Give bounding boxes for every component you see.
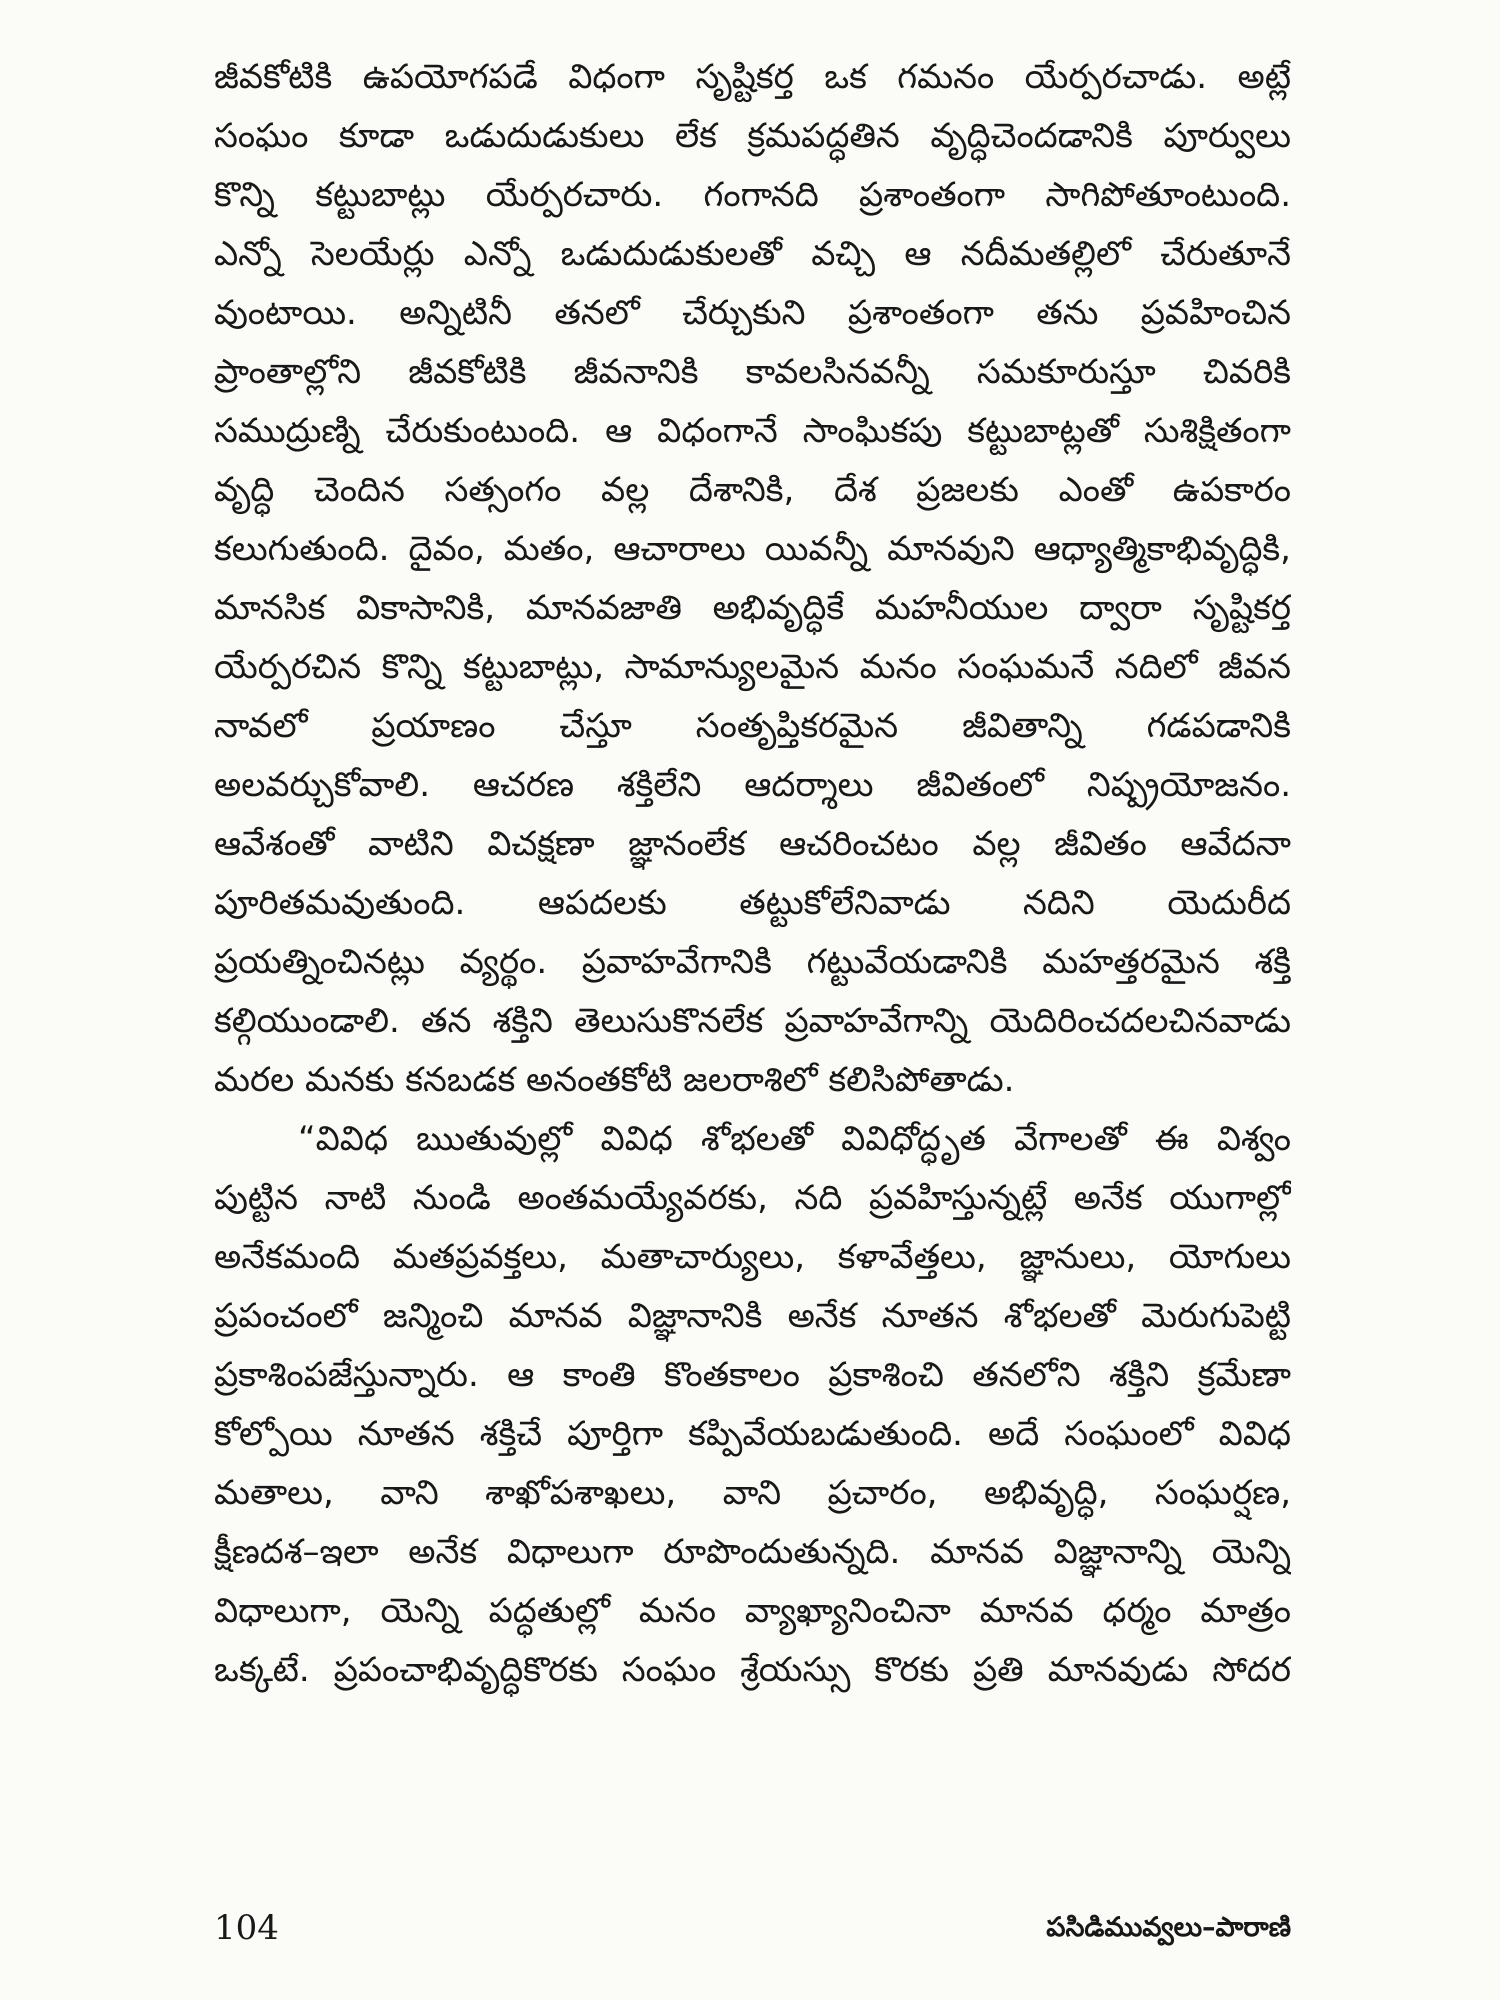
text-line-27: విధాలుగా, యెన్ని పద్ధతుల్లో మనం వ్యాఖ్యానించినా మానవ ధర్మం మాత్రం	[214, 1591, 1291, 1631]
text-line-22: ప్రపంచంలో జన్మించి మానవ విజ్ఞానానికి అనేక నూతన శోభలతో మెరుగుపెట్టి	[214, 1296, 1291, 1336]
text-line-10: మానసిక వికాసానికి, మానవజాతి అభివృద్ధికే మహనీయుల ద్వారా సృష్టికర్త	[214, 588, 1291, 628]
text-line-25: మతాలు, వాని శాఖోపశాఖలు, వాని ప్రచారం, అభివృద్ధి, సంఘర్షణ,	[214, 1473, 1291, 1513]
text-line-1: జీవకోటికి ఉపయోగపడే విధంగా సృష్టికర్త ఒక గమనం యేర్పరచాడు. అట్లే	[214, 57, 1291, 97]
text-line-23: ప్రకాశింపజేస్తున్నారు. ఆ కాంతి కొంతకాలం ప్రకాశించి తనలోని శక్తిని క్రమేణా	[214, 1355, 1291, 1395]
page-footer	[214, 1906, 1291, 1950]
text-line-18: మరల మనకు కనబడక అనంతకోటి జలరాశిలో కలిసిపోతాడు.	[214, 1060, 1015, 1100]
text-line-9: కలుగుతుంది. దైవం, మతం, ఆచారాలు యివన్నీ మానవుని ఆధ్యాత్మికాభివృద్ధికి,	[214, 529, 1291, 569]
text-line-19: “వివిధ ఋతువుల్లో వివిధ శోభలతో వివిధోద్ధృత వేగాలతో ఈ విశ్వం	[298, 1119, 1291, 1159]
text-line-12: నావలో ప్రయాణం చేస్తూ సంతృప్తికరమైన జీవితాన్ని గడపడానికి	[214, 706, 1291, 746]
text-line-8: వృద్ధి చెందిన సత్సంగం వల్ల దేశానికి, దేశ ప్రజలకు ఎంతో ఉపకారం	[214, 470, 1291, 510]
text-line-4: ఎన్నో సెలయేర్లు ఎన్నో ఒడుదుడుకులతో వచ్చి ఆ నదీమతల్లిలో చేరుతూనే	[214, 234, 1291, 274]
text-line-24: కోల్పోయి నూతన శక్తిచే పూర్తిగా కప్పివేయబడుతుంది. అదే సంఘంలో వివిధ	[214, 1414, 1291, 1454]
text-line-21: అనేకమంది మతప్రవక్తలు, మతాచార్యులు, కళావేత్తలు, జ్ఞానులు, యోగులు	[214, 1237, 1291, 1277]
text-line-6: ప్రాంతాల్లోని జీవకోటికి జీవనానికి కావలసినవన్నీ సమకూరుస్తూ చివరికి	[214, 352, 1291, 392]
text-line-3: కొన్ని కట్టుబాట్లు యేర్పరచారు. గంగానది ప్రశాంతంగా సాగిపోతూంటుంది.	[214, 175, 1291, 215]
page-number: 104	[214, 1908, 279, 1948]
text-line-11: యేర్పరచిన కొన్ని కట్టుబాట్లు, సామాన్యులమైన మనం సంఘమనే నదిలో జీవన	[214, 647, 1291, 687]
text-line-26: క్షీణదశ–ఇలా అనేక విధాలుగా రూపొందుతున్నది. మానవ విజ్ఞానాన్ని యెన్ని	[214, 1532, 1291, 1572]
text-line-7: సముద్రుణ్ని చేరుకుంటుంది. ఆ విధంగానే సాంఘికపు కట్టుబాట్లతో సుశిక్షితంగా	[214, 411, 1291, 451]
text-line-20: పుట్టిన నాటి నుండి అంతమయ్యేవరకు, నది ప్రవహిస్తున్నట్లే అనేక యుగాల్లో	[214, 1178, 1291, 1218]
text-line-13: అలవర్చుకోవాలి. ఆచరణ శక్తిలేని ఆదర్శాలు జీవితంలో నిష్ప్రయోజనం.	[214, 765, 1291, 805]
running-footer-title: పసిడిమువ్వలు–పారాణి	[1046, 1912, 1291, 1943]
text-line-17: కల్గియుండాలి. తన శక్తిని తెలుసుకొనలేక ప్రవాహవేగాన్ని యెదిరించదలచినవాడు	[214, 1001, 1291, 1041]
text-line-2: సంఘం కూడా ఒడుదుడుకులు లేక క్రమపద్ధతిన వృద్ధిచెందడానికి పూర్వులు	[214, 116, 1291, 156]
body-text	[214, 48, 1291, 1700]
text-line-28: ఒక్కటే. ప్రపంచాభివృద్ధికొరకు సంఘం శ్రేయస్సు కొరకు ప్రతి మానవుడు సోదర	[214, 1650, 1291, 1690]
text-line-15: పూరితమవుతుంది. ఆపదలకు తట్టుకోలేనివాడు నదిని యెదురీద	[214, 883, 1291, 923]
text-line-5: వుంటాయి. అన్నిటినీ తనలో చేర్చుకుని ప్రశాంతంగా తను ప్రవహించిన	[214, 293, 1291, 333]
text-line-16: ప్రయత్నించినట్లు వ్యర్థం. ప్రవాహవేగానికి గట్టువేయడానికి మహత్తరమైన శక్తి	[214, 942, 1291, 982]
text-line-14: ఆవేశంతో వాటిని విచక్షణా జ్ఞానంలేక ఆచరించటం వల్ల జీవితం ఆవేదనా	[214, 824, 1291, 864]
